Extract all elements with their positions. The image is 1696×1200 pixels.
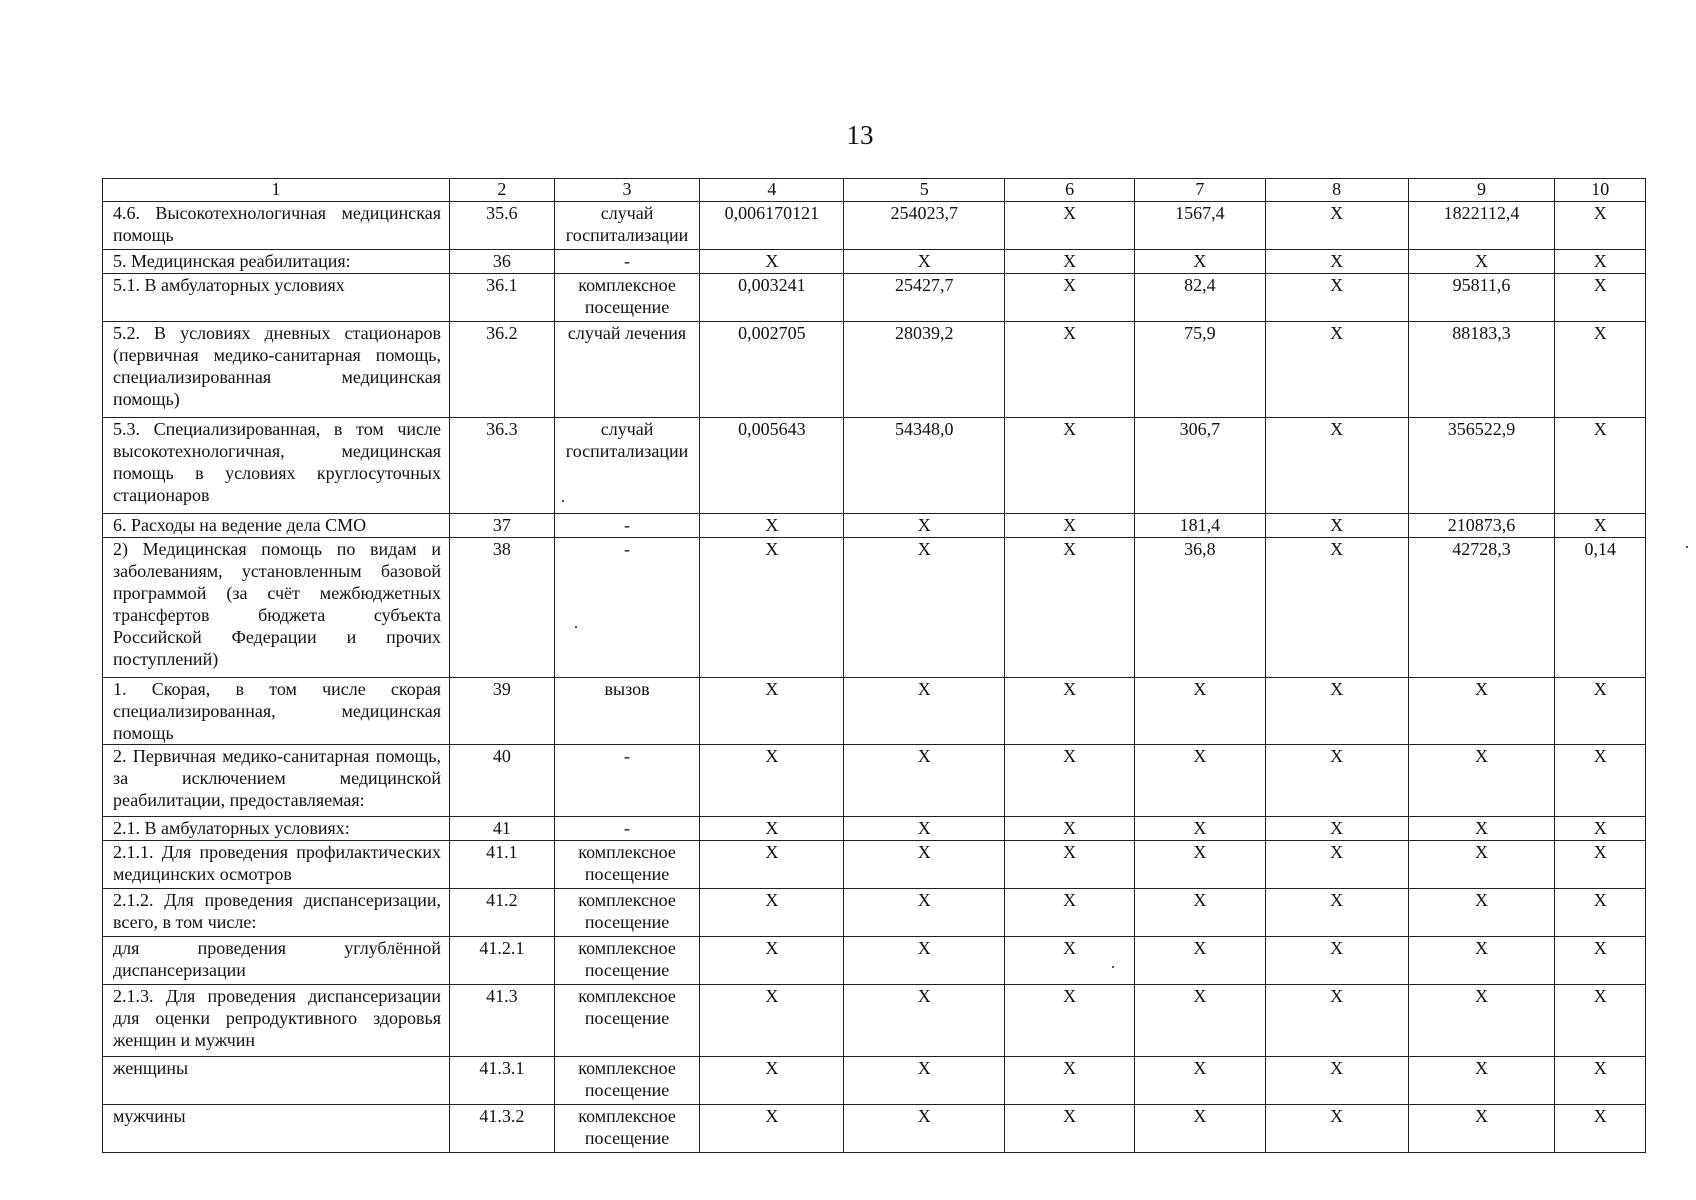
table-cell: 38 — [450, 538, 555, 678]
table-cell: Х — [700, 678, 844, 745]
table-cell: Х — [1555, 1105, 1646, 1153]
table-cell: Х — [1134, 985, 1265, 1057]
table-cell: 41.1 — [450, 841, 555, 889]
table-cell: Х — [700, 538, 844, 678]
table-cell: Х — [1555, 889, 1646, 937]
table-cell: Х — [1265, 937, 1408, 985]
table-cell: Х — [1265, 274, 1408, 322]
table-cell: 40 — [450, 745, 555, 817]
column-header: 2 — [450, 179, 555, 202]
table-cell: Х — [844, 1057, 1005, 1105]
table-cell: Х — [700, 937, 844, 985]
table-cell: Х — [1555, 514, 1646, 538]
table-cell: Х — [844, 678, 1005, 745]
table-cell: Х — [1005, 514, 1135, 538]
table-row — [103, 817, 1646, 841]
table-cell: 41.2 — [450, 889, 555, 937]
table-cell: Х — [844, 1105, 1005, 1153]
table-cell: Х — [1555, 817, 1646, 841]
table-cell: Х — [700, 745, 844, 817]
table-cell: Х — [1265, 678, 1408, 745]
table-cell: комплексное посещение — [554, 937, 700, 985]
table-cell: Х — [1134, 745, 1265, 817]
table-cell: Х — [1134, 1105, 1265, 1153]
table-cell: 0,14 — [1555, 538, 1646, 678]
row-label: 2.1. В амбулаторных условиях: — [103, 817, 450, 841]
table-cell: Х — [1555, 322, 1646, 418]
table-cell: 1567,4 — [1134, 202, 1265, 250]
table-cell: Х — [1265, 250, 1408, 274]
table-cell: Х — [1408, 889, 1555, 937]
table-cell: случай госпитализации — [554, 202, 700, 250]
table-cell: Х — [1265, 538, 1408, 678]
data-table — [102, 178, 1646, 1153]
table-cell: Х — [844, 538, 1005, 678]
table-row — [103, 985, 1646, 1057]
table-cell: комплексное посещение — [554, 274, 700, 322]
table-cell: 36.3 — [450, 418, 555, 514]
table-cell: Х — [700, 250, 844, 274]
column-header: 3 — [554, 179, 700, 202]
table-cell: Х — [700, 514, 844, 538]
table-cell: Х — [1265, 202, 1408, 250]
table-cell: Х — [700, 985, 844, 1057]
table-cell: 41.3.1 — [450, 1057, 555, 1105]
table-cell: Х — [844, 745, 1005, 817]
table-row — [103, 1105, 1646, 1153]
table-cell: Х — [700, 1105, 844, 1153]
table-cell: Х — [1005, 1057, 1135, 1105]
table-cell: Х — [1408, 1105, 1555, 1153]
table-cell: - — [554, 250, 700, 274]
table-cell: - — [554, 514, 700, 538]
table-cell: Х — [700, 841, 844, 889]
table-cell: Х — [1005, 817, 1135, 841]
row-label: 2.1.2. Для проведения диспансеризации, всего, в том числе: — [103, 889, 450, 937]
row-label: женщины — [103, 1057, 450, 1105]
table-cell: Х — [1408, 745, 1555, 817]
table-cell: Х — [1005, 678, 1135, 745]
table-cell: Х — [1134, 841, 1265, 889]
table-cell: Х — [1134, 889, 1265, 937]
row-label: 1. Скорая, в том числе скорая специализированная, медицинская помощь — [103, 678, 450, 745]
table-cell: случай госпитализации — [554, 418, 700, 514]
column-header: 5 — [844, 179, 1005, 202]
table-body — [103, 202, 1646, 1153]
column-header: 1 — [103, 179, 450, 202]
table-cell: Х — [1408, 678, 1555, 745]
table-cell: Х — [1408, 985, 1555, 1057]
table-header — [103, 179, 1646, 202]
table-cell: комплексное посещение — [554, 1057, 700, 1105]
table-cell: Х — [700, 889, 844, 937]
row-label: 5.1. В амбулаторных условиях — [103, 274, 450, 322]
column-header: 10 — [1555, 179, 1646, 202]
table-row — [103, 322, 1646, 418]
table-cell: 210873,6 — [1408, 514, 1555, 538]
table-cell: Х — [1005, 418, 1135, 514]
table-cell: Х — [1408, 817, 1555, 841]
table-cell: Х — [1265, 1105, 1408, 1153]
table-cell: 41.2.1 — [450, 937, 555, 985]
table-cell: Х — [1005, 985, 1135, 1057]
scan-speck — [575, 626, 577, 628]
column-header: 7 — [1134, 179, 1265, 202]
table-cell: комплексное посещение — [554, 889, 700, 937]
table-cell: Х — [1555, 745, 1646, 817]
table-cell: Х — [1005, 202, 1135, 250]
table-cell: Х — [1555, 985, 1646, 1057]
table-cell: 28039,2 — [844, 322, 1005, 418]
row-label: мужчины — [103, 1105, 450, 1153]
table-cell: Х — [1005, 745, 1135, 817]
table-cell: 25427,7 — [844, 274, 1005, 322]
table-cell: 306,7 — [1134, 418, 1265, 514]
table-cell: 36 — [450, 250, 555, 274]
table-cell: комплексное посещение — [554, 985, 700, 1057]
column-header: 4 — [700, 179, 844, 202]
table-cell: 254023,7 — [844, 202, 1005, 250]
table-cell: Х — [1005, 841, 1135, 889]
table-cell: 39 — [450, 678, 555, 745]
table-cell: Х — [1555, 274, 1646, 322]
table-cell: Х — [1555, 1057, 1646, 1105]
table-row — [103, 1057, 1646, 1105]
table-cell: Х — [1005, 274, 1135, 322]
table-cell: 95811,6 — [1408, 274, 1555, 322]
table-cell: Х — [1408, 937, 1555, 985]
table-cell: 41.3.2 — [450, 1105, 555, 1153]
table-row — [103, 202, 1646, 250]
table-cell: 1822112,4 — [1408, 202, 1555, 250]
row-label: 5. Медицинская реабилитация: — [103, 250, 450, 274]
table-cell: Х — [1265, 985, 1408, 1057]
row-label: 2) Медицинская помощь по видам и заболеваниям, установленным базовой программой (за счёт межбюджетных трансфертов бюджета субъекта Российской Федерации и прочих поступлений) — [103, 538, 450, 678]
scan-speck — [562, 500, 564, 502]
table-cell: 36,8 — [1134, 538, 1265, 678]
table-cell: Х — [1005, 250, 1135, 274]
table-row — [103, 274, 1646, 322]
table-cell: Х — [1134, 937, 1265, 985]
table-row — [103, 889, 1646, 937]
row-label: 5.3. Специализированная, в том числе высокотехнологичная, медицинская помощь в условиях круглосуточных стационаров — [103, 418, 450, 514]
table-cell: Х — [1555, 937, 1646, 985]
table-cell: Х — [844, 985, 1005, 1057]
table-row — [103, 678, 1646, 745]
table-cell: - — [554, 817, 700, 841]
column-header: 8 — [1265, 179, 1408, 202]
table-row — [103, 514, 1646, 538]
table-cell: Х — [844, 514, 1005, 538]
table-cell: Х — [1265, 745, 1408, 817]
table-cell: Х — [1265, 841, 1408, 889]
table-row — [103, 937, 1646, 985]
table-cell: 36.2 — [450, 322, 555, 418]
table-cell: Х — [1005, 1105, 1135, 1153]
table-cell: 41.3 — [450, 985, 555, 1057]
table-row — [103, 745, 1646, 817]
table-cell: - — [554, 745, 700, 817]
table-cell: Х — [1265, 889, 1408, 937]
table-cell: - — [554, 538, 700, 678]
table-cell: случай лечения — [554, 322, 700, 418]
table-cell: комплексное посещение — [554, 841, 700, 889]
table-cell: Х — [1265, 418, 1408, 514]
row-label: 4.6. Высокотехнологичная медицинская помощь — [103, 202, 450, 250]
table-cell: Х — [1555, 202, 1646, 250]
column-header: 9 — [1408, 179, 1555, 202]
table-cell: 75,9 — [1134, 322, 1265, 418]
table-cell: Х — [844, 841, 1005, 889]
header-row — [103, 179, 1646, 202]
table-cell: 0,002705 — [700, 322, 844, 418]
scan-speck — [1686, 546, 1688, 548]
table-cell: 88183,3 — [1408, 322, 1555, 418]
table-cell: вызов — [554, 678, 700, 745]
table-cell: Х — [1005, 322, 1135, 418]
table-cell: 0,005643 — [700, 418, 844, 514]
table-row — [103, 250, 1646, 274]
table-cell: Х — [1265, 322, 1408, 418]
row-label: 6. Расходы на ведение дела СМО — [103, 514, 450, 538]
table-row — [103, 841, 1646, 889]
table-cell: Х — [1265, 514, 1408, 538]
table-cell: Х — [1134, 678, 1265, 745]
table-row — [103, 418, 1646, 514]
table-cell: комплексное посещение — [554, 1105, 700, 1153]
row-label: 2.1.3. Для проведения диспансеризации для оценки репродуктивного здоровья женщин и мужчин — [103, 985, 450, 1057]
table-cell: Х — [1134, 817, 1265, 841]
table-cell: Х — [700, 1057, 844, 1105]
table-cell: Х — [1555, 418, 1646, 514]
table-cell: Х — [1134, 1057, 1265, 1105]
table-cell: Х — [1005, 889, 1135, 937]
table-cell: Х — [1265, 1057, 1408, 1105]
table-cell: 36.1 — [450, 274, 555, 322]
table-cell: Х — [844, 889, 1005, 937]
table-cell: Х — [1555, 841, 1646, 889]
table-cell: Х — [700, 817, 844, 841]
table-cell: Х — [1555, 250, 1646, 274]
table-cell: Х — [1134, 250, 1265, 274]
table-cell: Х — [844, 937, 1005, 985]
table-cell: Х — [1005, 538, 1135, 678]
row-label: 5.2. В условиях дневных стационаров (первичная медико-санитарная помощь, специализированная медицинская помощь) — [103, 322, 450, 418]
row-label: 2. Первичная медико-санитарная помощь, за исключением медицинской реабилитации, предоставляемая: — [103, 745, 450, 817]
table-cell: Х — [844, 817, 1005, 841]
row-label: 2.1.1. Для проведения профилактических медицинских осмотров — [103, 841, 450, 889]
table-cell: Х — [1408, 841, 1555, 889]
row-label: для проведения углублённой диспансеризации — [103, 937, 450, 985]
table-cell: Х — [1555, 678, 1646, 745]
table-cell: Х — [1408, 1057, 1555, 1105]
table-cell: 82,4 — [1134, 274, 1265, 322]
table-cell: Х — [1408, 250, 1555, 274]
table-cell: 35.6 — [450, 202, 555, 250]
table-cell: Х — [844, 250, 1005, 274]
table-cell: Х — [1005, 937, 1135, 985]
table-cell: 42728,3 — [1408, 538, 1555, 678]
table-row — [103, 538, 1646, 678]
table-cell: 356522,9 — [1408, 418, 1555, 514]
table-cell: 37 — [450, 514, 555, 538]
table-cell: 0,006170121 — [700, 202, 844, 250]
table-cell: 41 — [450, 817, 555, 841]
scan-speck — [1112, 966, 1114, 968]
table-cell: 0,003241 — [700, 274, 844, 322]
table-cell: Х — [1265, 817, 1408, 841]
page-number: 13 — [846, 120, 874, 150]
table-cell: 181,4 — [1134, 514, 1265, 538]
table-cell: 54348,0 — [844, 418, 1005, 514]
column-header: 6 — [1005, 179, 1135, 202]
